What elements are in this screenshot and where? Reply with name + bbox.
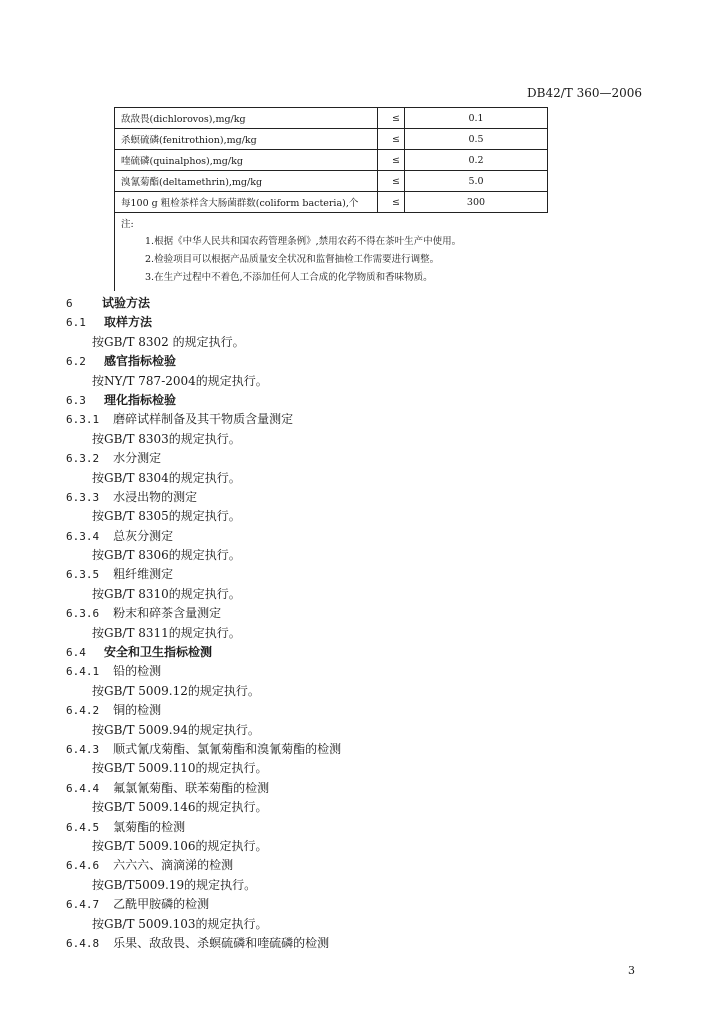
section-title: 安全和卫生指标检测 [104,645,213,660]
section-heading [66,391,341,410]
table-notes-row [115,213,548,292]
section-heading [66,701,341,720]
section-number: 6.3.4 [66,529,100,543]
section-title: 铜的检测 [113,703,162,718]
section-number: 6.4.8 [66,936,100,950]
document-code: DB42/T 360—2006 [527,86,643,100]
section-body: 按GB/T 5009.106的规定执行。 [92,838,268,853]
section-heading [66,779,341,798]
section-title: 乙酰甲胺磷的检测 [113,897,210,912]
section-number: 6.3 [66,393,86,407]
section-title: 试验方法 [102,296,151,310]
table-row [115,108,548,129]
section-title: 氟氯氰菊酯、联苯菊酯的检测 [113,780,270,795]
section-title: 乐果、敌敌畏、杀螟硫磷和喹硫磷的检测 [113,935,330,950]
table-cell-operator: ≤ [378,171,405,192]
page-number: 3 [628,964,635,977]
note-item: 3.在生产过程中不着色,不添加任何人工合成的化学物质和香味物质。 [145,272,433,283]
section-heading [66,565,341,584]
table-cell-value: 0.1 [405,108,548,129]
table-row [115,171,548,192]
table-cell-value: 0.2 [405,150,548,171]
section-heading [66,643,341,662]
section-number: 6.2 [66,355,86,369]
section-title: 水分测定 [113,451,162,466]
table-cell-operator: ≤ [378,129,405,150]
section-heading [66,662,341,681]
section-number: 6.3.5 [66,568,100,582]
section-body: 按NY/T 787-2004的规定执行。 [92,373,268,388]
table-cell-item: 杀螟硫磷(fenitrothion),mg/kg [115,129,378,150]
section-body: 按GB/T 8311的规定执行。 [92,625,241,640]
section-heading [66,294,341,313]
table-cell-item: 每100 g 粗检茶样含大肠菌群数(coliform bacteria),个 [115,192,378,213]
table-cell-operator: ≤ [378,150,405,171]
section-number: 6.4 [66,646,86,660]
section-heading [66,527,341,546]
section-heading [66,313,341,332]
section-heading [66,604,341,623]
section-heading [66,449,341,468]
section-body: 按GB/T 5009.146的规定执行。 [92,800,268,815]
section-number: 6.3.1 [66,413,100,427]
section-title: 铅的检测 [113,664,162,679]
section-title: 感官指标检验 [104,354,177,369]
table-cell-item: 喹硫磷(quinalphos),mg/kg [115,150,378,171]
table-cell-operator: ≤ [378,108,405,129]
table-cell-item: 敌敌畏(dichlorovos),mg/kg [115,108,378,129]
section-title: 取样方法 [104,315,153,330]
table-cell-item: 溴氰菊酯(deltamethrin),mg/kg [115,171,378,192]
section-title: 六六六、滴滴涕的检测 [113,858,234,873]
section-number: 6.4.3 [66,742,100,756]
table-row [115,129,548,150]
section-title: 理化指标检验 [104,392,177,407]
section-number: 6 [66,297,73,310]
section-number: 6.4.2 [66,704,100,718]
section-number: 6.4.5 [66,820,100,834]
section-title: 顺式氰戊菊酯、氯氰菊酯和溴氰菊酯的检测 [113,741,342,756]
section-number: 6.4.7 [66,898,100,912]
section-heading [66,818,341,837]
section-list [66,294,341,953]
table-cell-value: 0.5 [405,129,548,150]
note-item: 2.检验项目可以根据产品质量安全状况和监督抽检工作需要进行调整。 [145,254,440,265]
section-title: 磨碎试样制备及其干物质含量测定 [113,412,294,427]
section-number: 6.4.1 [66,665,100,679]
table-cell-operator: ≤ [378,192,405,213]
section-body: 按GB/T 8305的规定执行。 [92,509,241,524]
section-body: 按GB/T 5009.12的规定执行。 [92,683,260,698]
section-body: 按GB/T 8303的规定执行。 [92,431,241,446]
section-body: 按GB/T5009.19的规定执行。 [92,877,257,892]
table-notes [115,213,548,292]
limits-table [114,107,548,291]
table-row [115,192,548,213]
section-number: 6.3.6 [66,607,100,621]
section-title: 粗纤维测定 [113,567,174,582]
section-heading [66,856,341,875]
section-body: 按GB/T 5009.110的规定执行。 [92,761,268,776]
section-number: 6.4.6 [66,859,100,873]
table-cell-value: 300 [405,192,548,213]
notes-label: 注: [121,219,134,230]
section-body: 按GB/T 5009.103的规定执行。 [92,916,268,931]
section-title: 水浸出物的测定 [113,489,198,504]
section-number: 6.3.2 [66,452,100,466]
section-title: 总灰分测定 [113,528,174,543]
section-body: 按GB/T 8302 的规定执行。 [92,334,245,349]
section-heading [66,352,341,371]
section-heading [66,410,341,429]
section-heading [66,488,341,507]
table-cell-value: 5.0 [405,171,548,192]
section-body: 按GB/T 5009.94的规定执行。 [92,722,260,737]
section-number: 6.4.4 [66,781,100,795]
section-title: 氯菊酯的检测 [113,819,186,834]
section-body: 按GB/T 8304的规定执行。 [92,470,241,485]
section-body: 按GB/T 8310的规定执行。 [92,586,241,601]
section-number: 6.1 [66,316,86,330]
table-row [115,150,548,171]
section-heading [66,934,341,953]
section-heading [66,740,341,759]
section-number: 6.3.3 [66,490,100,504]
section-title: 粉末和碎茶含量测定 [113,606,222,621]
note-item: 1.根据《中华人民共和国农药管理条例》,禁用农药不得在茶叶生产中使用。 [145,236,462,247]
section-heading [66,895,341,914]
section-body: 按GB/T 8306的规定执行。 [92,548,241,563]
